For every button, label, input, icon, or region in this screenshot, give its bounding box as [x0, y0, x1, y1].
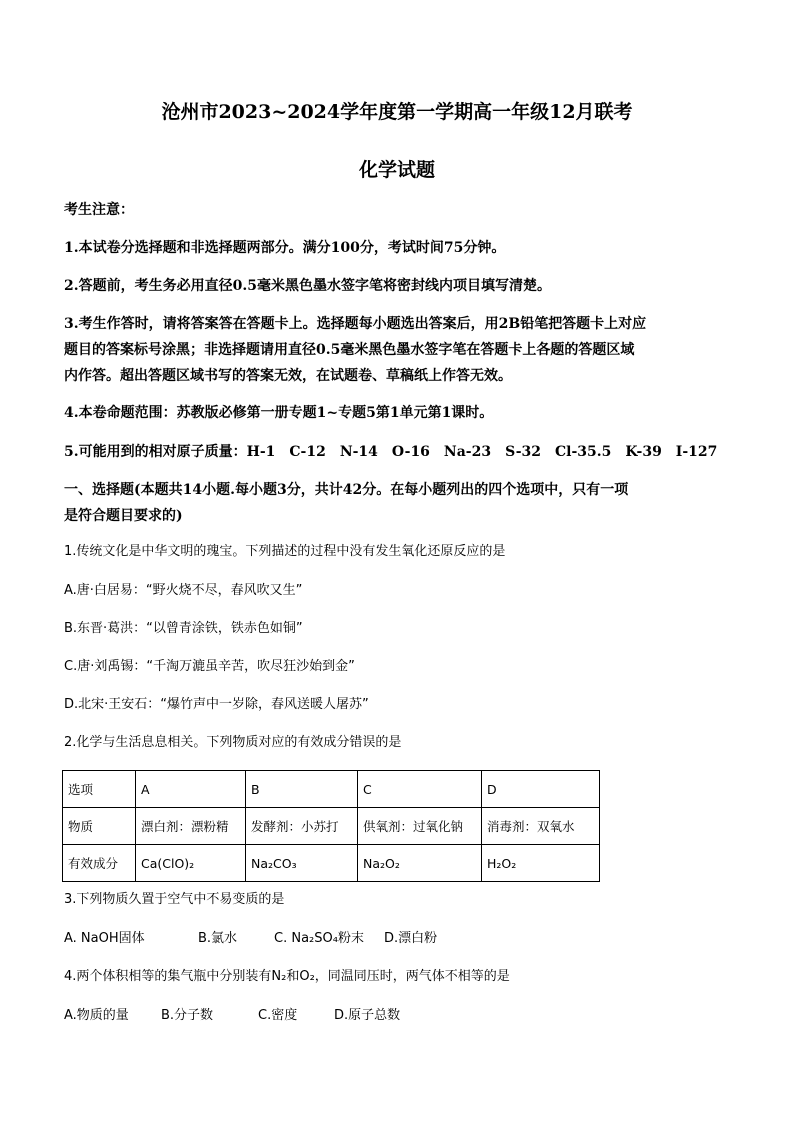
q3-option-d: D.漂白粉	[384, 931, 438, 946]
table-cell: 漂白剂：漂粉精	[136, 808, 246, 845]
table-cell: B	[246, 771, 358, 808]
q1-option-b: B.东晋·葛洪：“以曾青涂铁，铁赤色如铜”	[64, 621, 303, 636]
table-cell: Na₂O₂	[358, 845, 482, 882]
notice-heading: 考生注意：	[64, 202, 134, 218]
q1-option-a: A.唐·白居易：“野火烧不尽，春风吹又生”	[64, 583, 303, 598]
q2-stem: 2.化学与生活息息相关。下列物质对应的有效成分错误的是	[64, 735, 402, 750]
q3-option-c: C. Na₂SO₄粉末	[274, 931, 364, 946]
notice-item-3-line-2: 题目的答案标号涂黑；非选择题请用直径0.5毫米黑色墨水签字笔在答题卡上各题的答题区域	[64, 342, 635, 358]
table-cell: 选项	[63, 771, 136, 808]
q3-options	[64, 929, 744, 949]
q1-option-d: D.北宋·王安石：“爆竹声中一岁除，春风送暖人屠苏”	[64, 697, 369, 712]
table-cell: 消毒剂：双氧水	[482, 808, 600, 845]
section-heading-line-1: 一、选择题(本题共14小题.每小题3分，共计42分。在每小题列出的四个选项中，只有一项	[64, 482, 629, 498]
notice-item-3-line-3: 内作答。超出答题区域书写的答案无效，在试题卷、草稿纸上作答无效。	[64, 368, 512, 384]
notice-item-2: 2.答题前，考生务必用直径0.5毫米黑色墨水签字笔将密封线内项目填写清楚。	[64, 278, 551, 294]
table-cell: C	[358, 771, 482, 808]
table-cell: A	[136, 771, 246, 808]
q4-option-d: D.原子总数	[334, 1008, 401, 1023]
q4-options	[64, 1006, 744, 1026]
q4-option-b: B.分子数	[161, 1008, 214, 1023]
table-cell: Ca(ClO)₂	[136, 845, 246, 882]
q1-stem: 1.传统文化是中华文明的瑰宝。下列描述的过程中没有发生氧化还原反应的是	[64, 544, 506, 559]
notice-item-5: 5.可能用到的相对原子质量：H-1 C-12 N-14 O-16 Na-23 S-32 Cl-35.5 K-39 I-127	[64, 444, 718, 460]
notice-item-1: 1.本试卷分选择题和非选择题两部分。满分100分，考试时间75分钟。	[64, 240, 506, 256]
q3-option-b: B.氯水	[198, 931, 238, 946]
q1-option-c: C.唐·刘禹锡：“千淘万漉虽辛苦，吹尽狂沙始到金”	[64, 659, 355, 674]
table-cell: D	[482, 771, 600, 808]
q3-option-a: A. NaOH固体	[64, 931, 145, 946]
table-row	[63, 808, 600, 845]
q3-stem: 3.下列物质久置于空气中不易变质的是	[64, 892, 285, 907]
table-cell: H₂O₂	[482, 845, 600, 882]
q4-option-a: A.物质的量	[64, 1008, 129, 1023]
table-cell: 供氧剂：过氧化钠	[358, 808, 482, 845]
q4-option-c: C.密度	[258, 1008, 298, 1023]
table-cell: Na₂CO₃	[246, 845, 358, 882]
q2-table	[62, 770, 600, 882]
table-cell: 物质	[63, 808, 136, 845]
exam-subject: 化学试题	[358, 159, 435, 181]
exam-title: 沧州市2023~2024学年度第一学期高一年级12月联考	[161, 101, 633, 123]
table-cell: 发酵剂：小苏打	[246, 808, 358, 845]
notice-item-4: 4.本卷命题范围：苏教版必修第一册专题1~专题5第1单元第1课时。	[64, 405, 494, 421]
q4-stem: 4.两个体积相等的集气瓶中分别装有N₂和O₂，同温同压时，两气体不相等的是	[64, 969, 510, 984]
table-cell: 有效成分	[63, 845, 136, 882]
table-row	[63, 771, 600, 808]
notice-item-3-line-1: 3.考生作答时，请将答案答在答题卡上。选择题每小题选出答案后，用2B铅笔把答题卡上对应	[64, 316, 647, 332]
table-row	[63, 845, 600, 882]
section-heading-line-2: 是符合题目要求的)	[64, 508, 183, 524]
